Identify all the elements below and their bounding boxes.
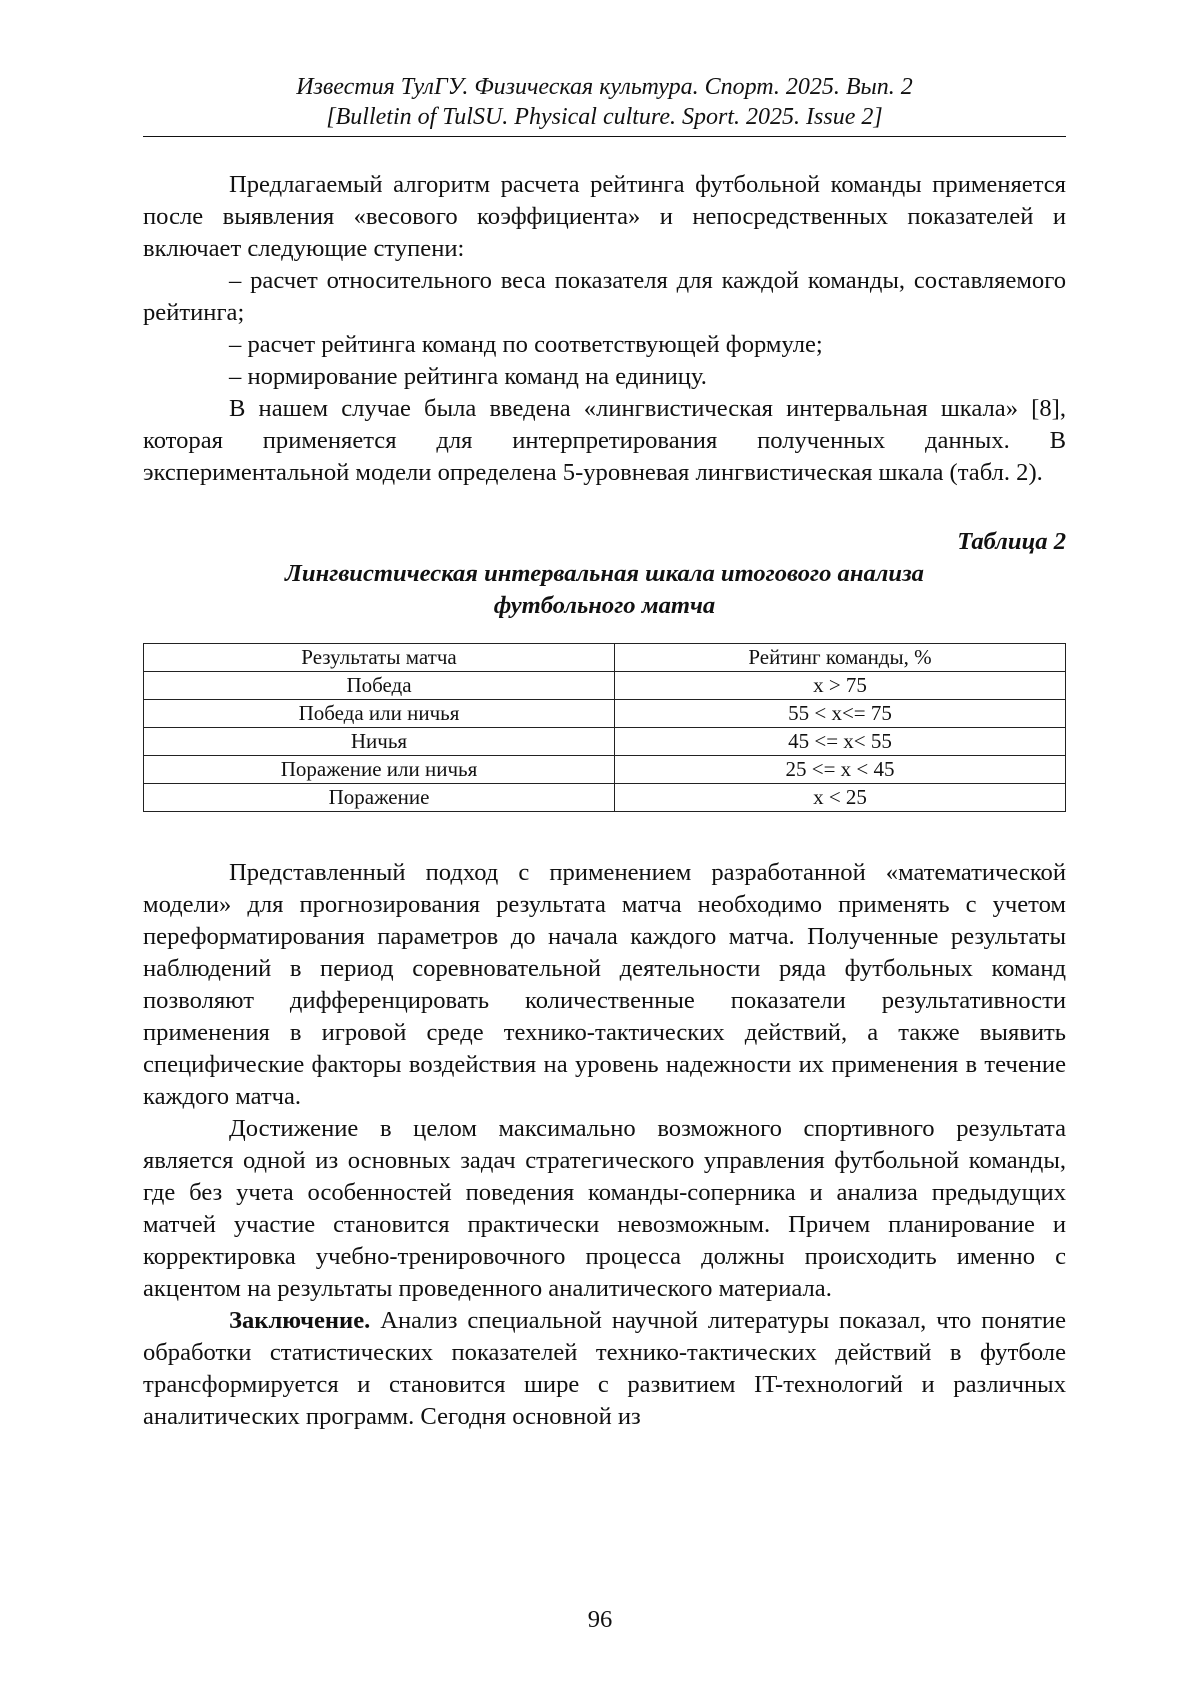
paragraph-algorithm: Предлагаемый алгоритм расчета рейтинга футбольной команды применяется после выявления «весового коэффициента» и непосредственных показателей и включает следующие ступени: xyxy=(143,171,1066,262)
cell-rating: x > 75 xyxy=(615,672,1066,700)
paragraph-achievement: Достижение в целом максимально возможного спортивного результата является одной из основных задач стратегического управления футбольной команды, где без учета особенностей поведения команды-соперника и анализа предыдущих матчей участие становится практически невозможным. Причем планирование и корректировка учебно-тренировочного процесса должны происходить именно с акцентом на результаты проведенного аналитического материала. xyxy=(143,1115,1066,1302)
table-row xyxy=(144,784,1066,812)
running-header-en: [Bulletin of TulSU. Physical culture. Sport. 2025. Issue 2] xyxy=(326,104,883,130)
table-title-line1: Лингвистическая интервальная шкала итогового анализа xyxy=(285,560,924,587)
table-row xyxy=(144,728,1066,756)
cell-rating: x < 25 xyxy=(615,784,1066,812)
cell-result: Поражение xyxy=(144,784,615,812)
table-title-line2: футбольного матча xyxy=(493,592,716,619)
paragraph-scale: В нашем случае была введена «лингвистическая интервальная шкала» [8], которая применяется для интерпретирования полученных данных. В экспериментальной модели определена 5-уровневая лингвистическая шкала (табл. 2). xyxy=(143,395,1066,486)
cell-result: Поражение или ничья xyxy=(144,756,615,784)
table-caption xyxy=(143,526,1066,622)
page-number: 96 xyxy=(587,1606,613,1633)
column-header-result: Результаты матча xyxy=(144,644,615,672)
running-header xyxy=(143,72,1066,132)
cell-result: Победа xyxy=(144,672,615,700)
interval-scale-table xyxy=(143,643,1066,812)
cell-rating: 25 <= x < 45 xyxy=(615,756,1066,784)
table-row xyxy=(144,672,1066,700)
table-row xyxy=(144,700,1066,728)
table-number: Таблица 2 xyxy=(957,528,1066,555)
discussion-section xyxy=(143,857,1066,1433)
list-item: – нормирование рейтинга команд на единицу. xyxy=(229,363,707,390)
cell-rating: 55 < x<= 75 xyxy=(615,700,1066,728)
list-item: – расчет относительного веса показателя для каждой команды, составляемого рейтинга; xyxy=(143,267,1066,326)
column-header-rating: Рейтинг команды, % xyxy=(615,644,1066,672)
journal-page xyxy=(143,72,1066,1662)
table-header-row xyxy=(144,644,1066,672)
table-row xyxy=(144,756,1066,784)
list-item: – расчет рейтинга команд по соответствующей формуле; xyxy=(229,331,823,358)
intro-section xyxy=(143,169,1066,489)
cell-rating: 45 <= x< 55 xyxy=(615,728,1066,756)
header-rule xyxy=(143,136,1066,137)
cell-result: Победа или ничья xyxy=(144,700,615,728)
paragraph-conclusion xyxy=(143,1305,1066,1433)
conclusion-text: Анализ специальной научной литературы показал, что понятие обработки статистических показателей технико-тактических действий в футболе трансформируется и становится шире с развитием IT-технологий и различных аналитических программ. Сегодня основной из xyxy=(143,1307,1066,1430)
paragraph-approach: Представленный подход с применением разработанной «математической модели» для прогнозирования результата матча необходимо применять с учетом переформатирования параметров до начала каждого матча. Полученные результаты наблюдений в период соревновательной деятельности ряда футбольных команд позволяют дифференцировать количественные показатели результативности применения в игровой среде технико-тактических действий, а также выявить специфические факторы воздействия на уровень надежности их применения в течение каждого матча. xyxy=(143,859,1066,1110)
conclusion-heading: Заключение. xyxy=(229,1307,371,1334)
cell-result: Ничья xyxy=(144,728,615,756)
running-header-ru: Известия ТулГУ. Физическая культура. Спорт. 2025. Вып. 2 xyxy=(296,74,913,100)
